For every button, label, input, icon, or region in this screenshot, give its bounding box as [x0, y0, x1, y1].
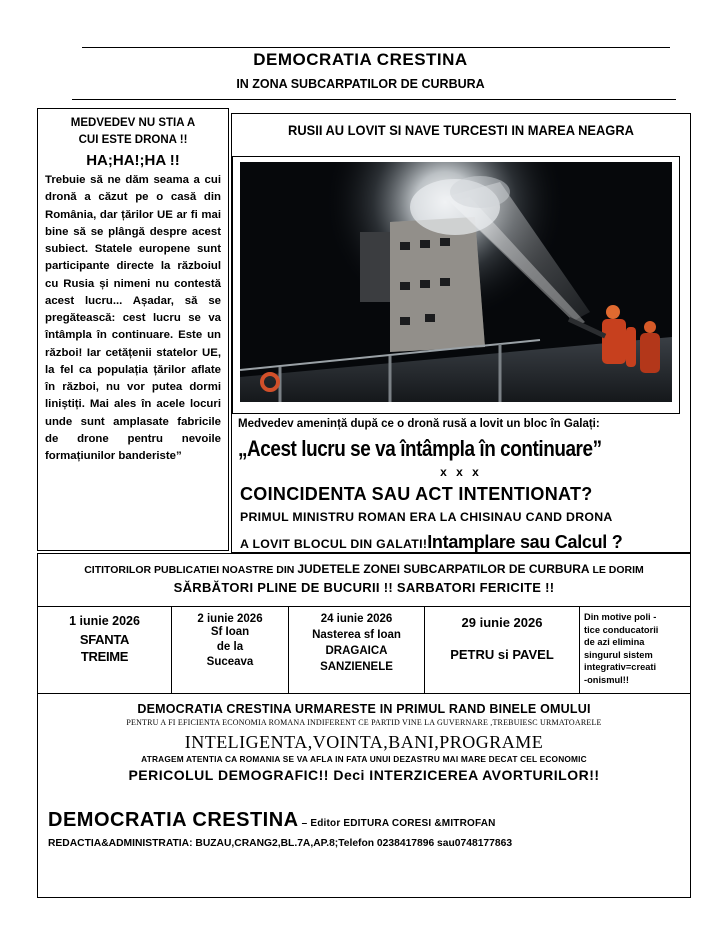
news-headline: RUSII AU LOVIT SI NAVE TURCESTI IN MAREA NEAGRA [288, 122, 634, 138]
date-cell-1-date: 1 iunie 2026 [69, 614, 140, 628]
date-cell-1-line1: SFANTA [79, 632, 130, 647]
coincidence-heading: COINCIDENTA SAU ACT INTENTIONAT? [240, 484, 593, 504]
note-line-1: Din motive poli - [584, 612, 657, 622]
pm-line-1: PRIMUL MINISTRU ROMAN ERA LA CHISINAU CAND DRONA [240, 510, 613, 524]
note-line-2: tice conducatorii [584, 624, 659, 635]
greetings-box [37, 553, 691, 607]
section-separator: x x x [440, 465, 482, 479]
bottom-line-5: PERICOLUL DEMOGRAFIC!! Deci INTERZICEREA AVORTURILOR!! [128, 767, 600, 783]
medvedev-quote: „Acest lucru se va întâmpla în continuare” [238, 436, 602, 461]
bottom-line-4: ATRAGEM ATENTIA CA ROMANIA SE VA AFLA IN FATA UNUI DEZASTRU MAI MARE DECAT CEL ECONOMIC [141, 754, 587, 764]
note-line-4: singurul sistem [584, 649, 653, 660]
date-cell-1 [38, 607, 172, 693]
date-cell-2 [172, 607, 289, 693]
date-cell-2-date: 2 iunie 2026 [197, 613, 263, 625]
greetings-part-3: LE DORIM [592, 564, 644, 576]
publisher-line [48, 809, 496, 832]
greetings-part-2: JUDETELE ZONEI SUBCARPATILOR DE CURBURA [297, 562, 590, 576]
publisher-brand: DEMOCRATIA CRESTINA [48, 809, 299, 831]
holiday-dates [37, 606, 691, 694]
left-heading-line2: CUI ESTE DRONA !! [78, 134, 188, 146]
masthead-subtitle: IN ZONA SUBCARPATILOR DE CURBURA [236, 77, 485, 91]
note-line-6: -onismul!! [584, 674, 629, 685]
date-cell-1-line2: TREIME [80, 649, 129, 664]
date-cell-3-line1: Nasterea sf Ioan [312, 629, 401, 641]
bottom-line-2: PENTRU A FI EFICIENTA ECONOMIA ROMANA INDIFERENT CE PARTID VINE LA GUVERNARE ,TREBUIESC URMATOARELE [126, 718, 602, 727]
date-cell-4-date: 29 iunie 2026 [461, 615, 543, 630]
ship-firefighting-photo [240, 162, 672, 402]
news-article [231, 113, 691, 553]
bottom-section [37, 693, 691, 898]
date-cell-2-line3: Suceava [206, 656, 254, 668]
date-cell-4 [425, 607, 580, 693]
date-cell-2-line1: Sf Ioan [210, 626, 250, 638]
left-heading-line1: MEDVEDEV NU STIA A [70, 117, 196, 129]
photo-frame [232, 156, 680, 414]
date-cell-3-line2: DRAGAICA [325, 645, 388, 657]
political-note [584, 611, 688, 686]
date-cell-3-date: 24 iunie 2026 [320, 613, 393, 625]
left-article-exclamation: HA;HA!;HA !! [86, 152, 180, 169]
bottom-line-1: DEMOCRATIA CRESTINA URMARESTE IN PRIMUL RAND BINELE OMULUI [137, 702, 591, 716]
left-article [37, 108, 229, 551]
pm-line-2-question: Intamplare sau Calcul ? [427, 532, 623, 552]
date-cell-3 [289, 607, 425, 693]
masthead-rule-bottom [72, 99, 676, 100]
date-cell-2-line2: de la [216, 641, 244, 653]
date-cell-3-line3: SANZIENELE [320, 661, 393, 673]
greetings-line-1 [38, 562, 690, 576]
greetings-part-1: CITITORILOR PUBLICATIEI NOASTRE DIN [84, 564, 295, 576]
note-line-3: de azi elimina [584, 637, 645, 647]
masthead-rule-top [82, 47, 670, 48]
left-article-heading [38, 115, 228, 149]
left-article-body: Trebuie să ne dăm seama a cui dronă a căzut pe o casă din România, dar țărilor UE ar fi mai bine să se plângă despre acest subiect. Statele europene sunt participante directe la războiul cu Rusia și nimeni nu contestă acest lucru... Așadar, să se pregătească: cest lucru se va întâmpla în continuare. Este un război! Iar cetățenii statelor UE, la fel ca populația țărilor aflate în război, nu vor putea dormi liniștiți. Mai ales în acele locuri unde sunt amplasate fabricile de drone pentru nevoile formațiunilor banderiste” [45, 174, 221, 462]
masthead-title: DEMOCRATIA CRESTINA [253, 50, 468, 69]
date-cell-4-line1: PETRU si PAVEL [450, 647, 554, 662]
note-line-5: integrativ=creati [584, 662, 657, 672]
pm-line-2-text: A LOVIT BLOCUL DIN GALATI! [240, 537, 428, 551]
bottom-line-3: INTELIGENTA,VOINTA,BANI,PROGRAME [184, 732, 544, 752]
publisher-address: REDACTIA&ADMINISTRATIA: BUZAU,CRANG2,BL.7A,AP.8;Telefon 0238417896 sau0748177863 [48, 838, 513, 849]
publisher-editor: – Editor EDITURA CORESI &MITROFAN [298, 818, 496, 829]
pm-line-2 [240, 532, 622, 553]
medvedev-intro: Medvedev amenință după ce o dronă rusă a lovit un bloc în Galați: [238, 418, 600, 430]
greetings-line-2: SĂRBĂTORI PLINE DE BUCURII !! SARBATORI FERICITE !! [173, 580, 555, 595]
